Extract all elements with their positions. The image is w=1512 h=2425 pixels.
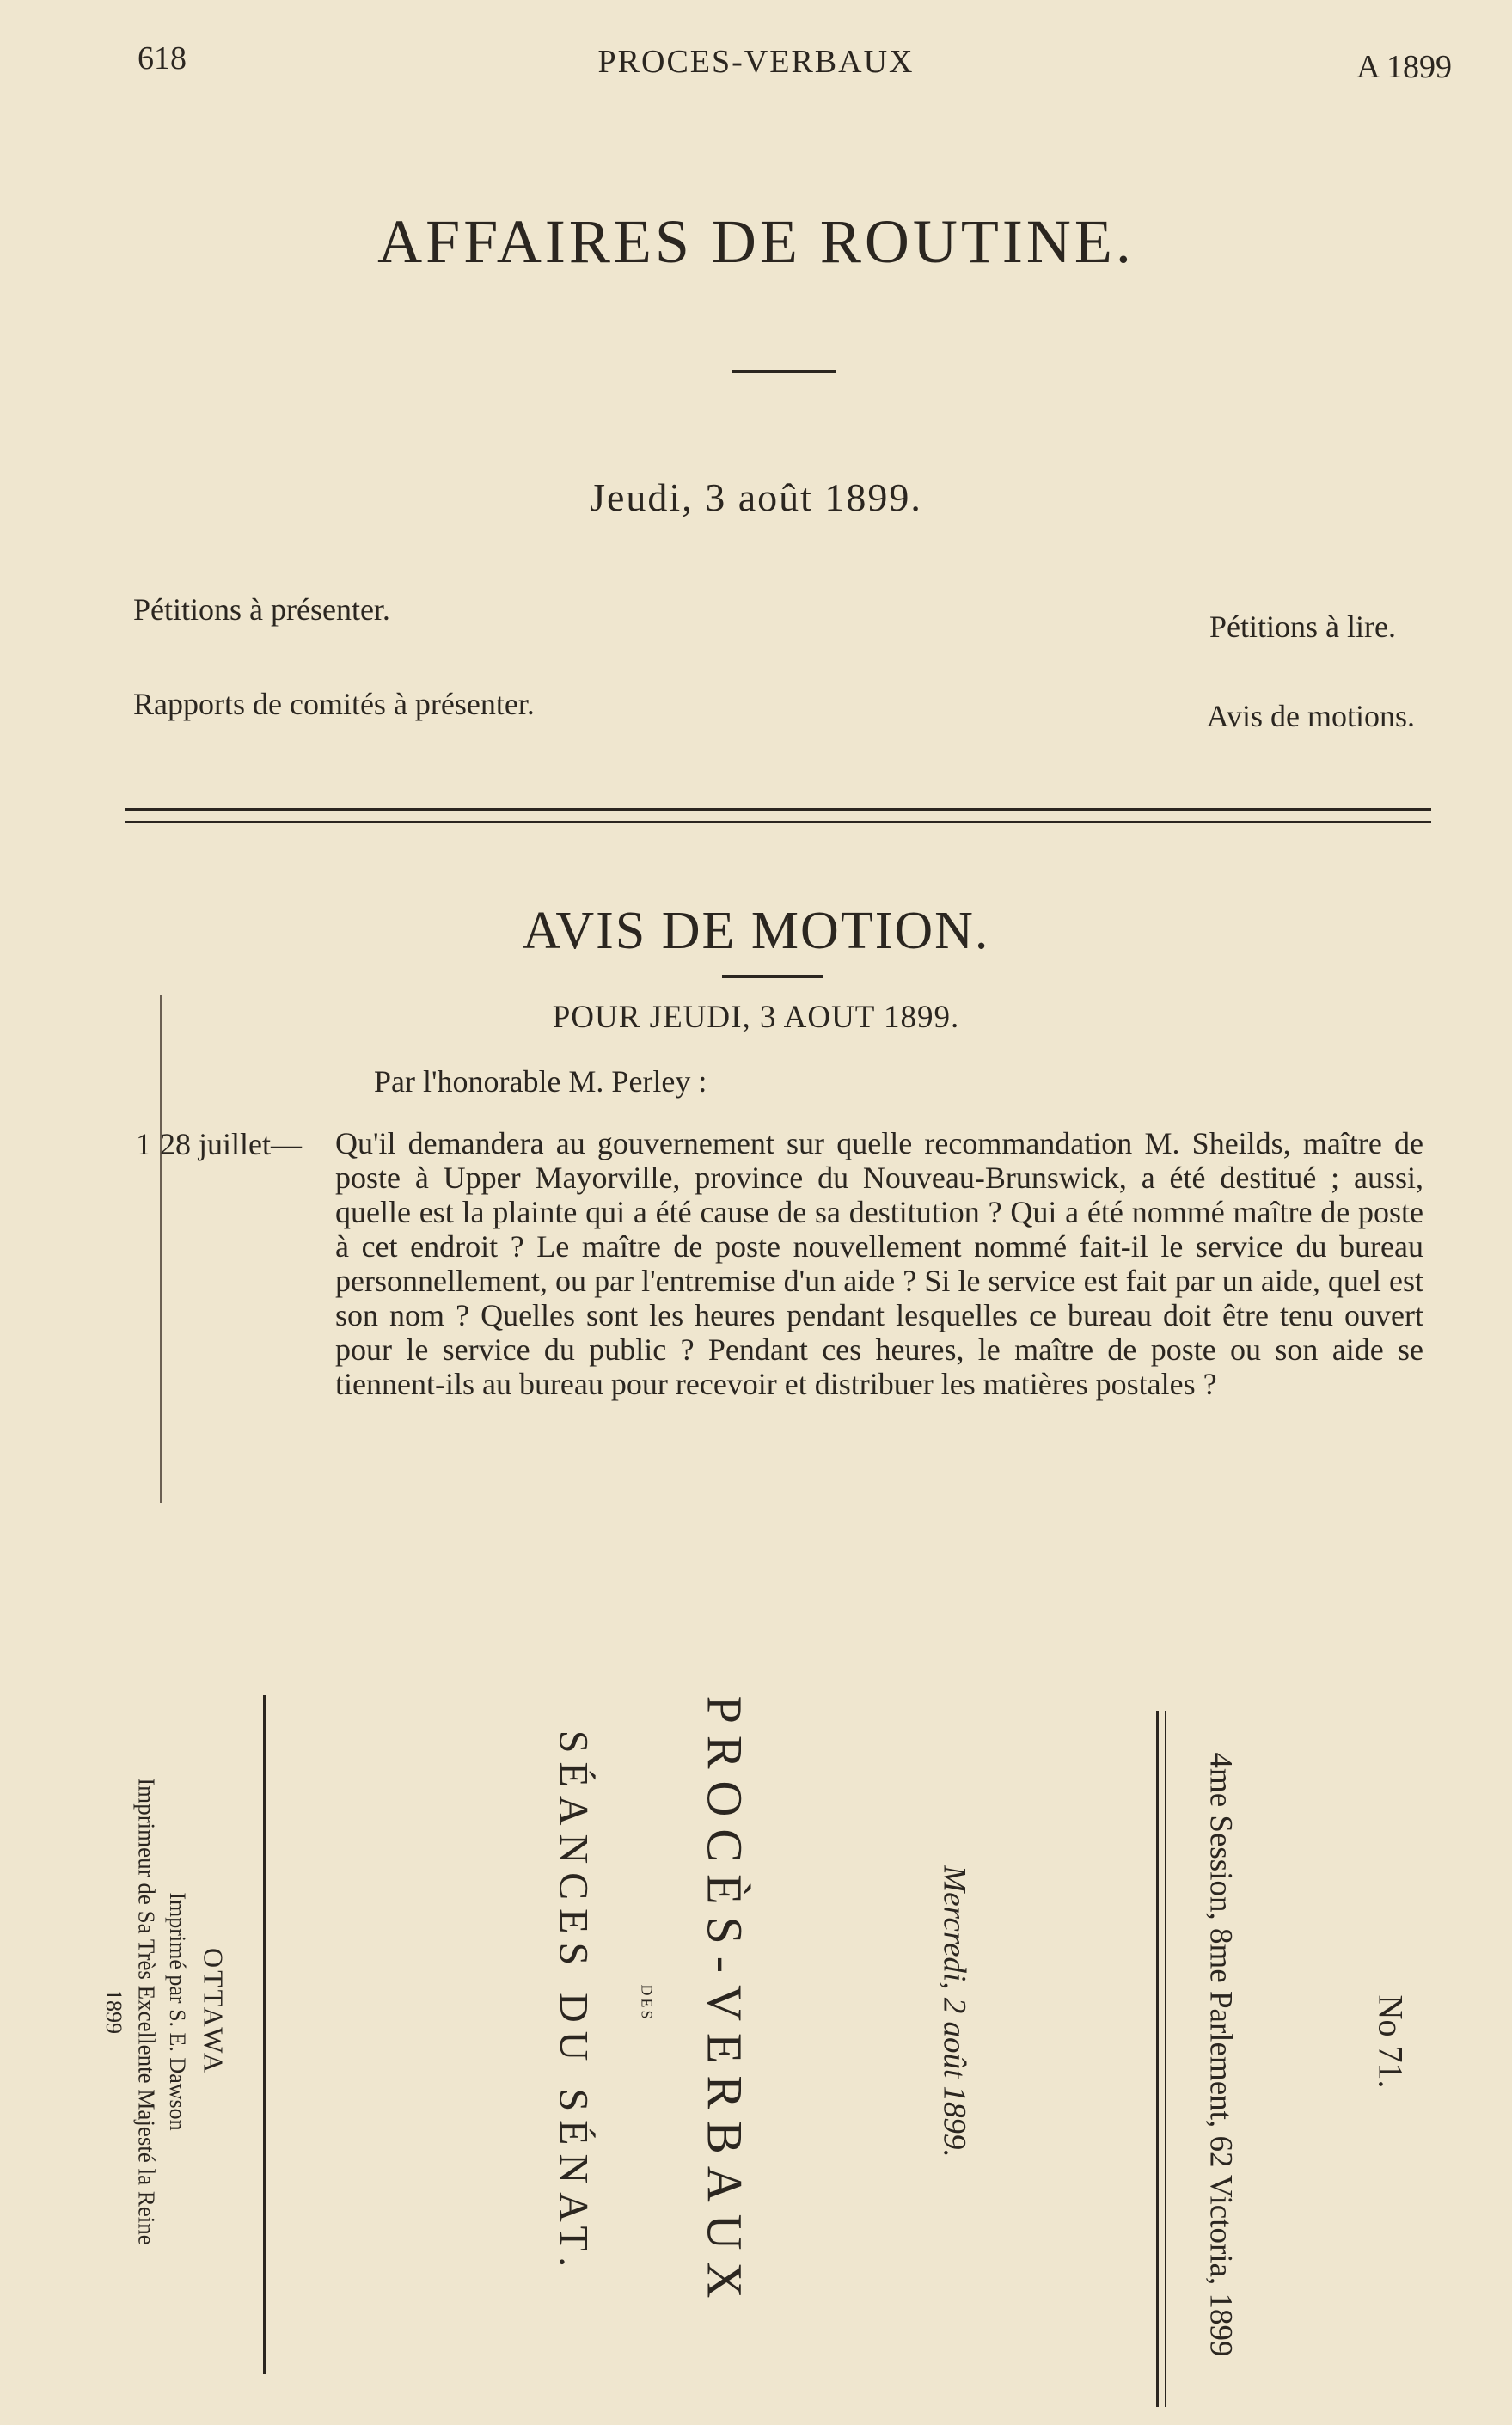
routine-item-reports-present: Rapports de comités à présenter. — [133, 687, 535, 721]
page-header — [0, 40, 1512, 91]
cover-title-des: DES — [638, 1984, 656, 2022]
cover-printer-title: Imprimeur de Sa Très Excellente Majesté la Reine — [133, 1778, 160, 2245]
margin-line — [160, 995, 162, 1503]
motion-body: Qu'il demandera au gouvernement sur quelle recommandation M. Sheilds, maître de poste à Upper Mayorville, province du Nouveau-Brunswick, a été destitué ; aussi, quelle est la plainte qui a été cause de sa destitution ? Qui a été nommé maître de poste à cet endroit ? Le maître de poste nouvellement nommé fait-il le service du bureau personnellement, ou par l'entremise d'un aide ? Si le service est fait par un aide, quel est son nom ? Quelles sont les heures pendant lesquelles ce bureau doit être tenu ouvert pour le service du public ? Pendant ces heures, le maître de poste ou son aide se tiennent-ils au bureau pour recevoir et distribuer les matières postales ? — [335, 1126, 1423, 1401]
avis-rule — [722, 975, 823, 978]
routine-item-notices-motions: Avis de motions. — [1206, 699, 1415, 733]
cover-rule-right-2 — [1165, 1711, 1166, 2407]
page-number: 618 — [138, 40, 187, 77]
motion-date: 28 juillet— — [160, 1127, 302, 1161]
section-divider — [125, 808, 1431, 823]
cover-printer: Imprimé par S. E. Dawson — [165, 1892, 190, 2131]
routine-item-petitions-present: Pétitions à présenter. — [133, 592, 390, 627]
avis-for-date: POUR JEUDI, 3 AOUT 1899. — [552, 1000, 960, 1035]
routine-item-petitions-read: Pétitions à lire. — [1209, 609, 1396, 644]
motion-number: 1 — [136, 1127, 151, 1161]
cover-city: OTTAWA — [198, 1948, 230, 2075]
cover-print-year: 1899 — [101, 1989, 126, 2034]
avis-title: AVIS DE MOTION. — [522, 902, 990, 960]
cover-number: No 71. — [1371, 1994, 1411, 2089]
routine-date: Jeudi, 3 août 1899. — [590, 475, 922, 519]
cover-date: Mercredi, 2 août 1899. — [936, 1865, 972, 2158]
cover-session: 4me Session, 8me Parlement, 62 Victoria, 1899 — [1203, 1752, 1239, 2357]
cover-title-line1: PROCÈS-VERBAUX — [696, 1695, 753, 2311]
motion-mover: Par l'honorable M. Perley : — [374, 1064, 707, 1099]
cover-rule-right-1 — [1156, 1711, 1159, 2407]
cover-title-line2: SÉANCES DU SÉNAT. — [550, 1730, 597, 2276]
title-rule — [732, 370, 836, 373]
routine-title: AFFAIRES DE ROUTINE. — [377, 207, 1135, 276]
year-label: A 1899 — [1356, 49, 1452, 85]
cover-rule-left — [263, 1695, 266, 2374]
running-title: PROCES-VERBAUX — [597, 44, 915, 80]
motion-text — [335, 1126, 1423, 1401]
